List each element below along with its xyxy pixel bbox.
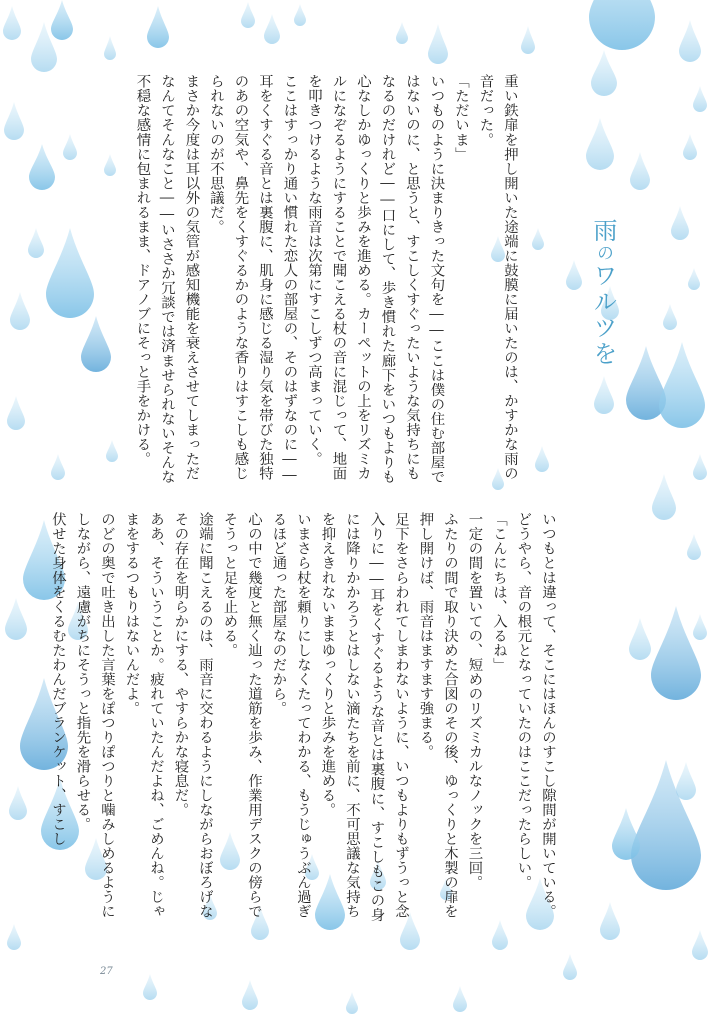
- raindrop-illustration: [586, 118, 614, 170]
- raindrop-illustration: [652, 474, 676, 520]
- paragraph: 一定の間を置いての、短めのリズミカルなノックを三回。: [466, 512, 483, 890]
- paragraph: ああ、そういうことか。疲れていたんだよね、ごめんね。じゃまをするつもりはないんだよ。: [123, 512, 164, 919]
- text-block-upper: [134, 74, 522, 484]
- raindrop-illustration: [671, 206, 689, 240]
- raindrop-illustration: [683, 134, 697, 160]
- raindrop-illustration: [453, 986, 467, 1012]
- raindrop-illustration: [46, 228, 94, 318]
- paragraph: いつものように決まりきった文句を――ここは僕の住む部屋ではないのに、と思うと、すこしくすぐったいような気持ちにもなるのだけれど――口にして、歩き慣れた廊下をいつもよりも心なしかゆっくりと歩みを進める。カーペットの上をリズミカルになぞるようにすることで聞こえる杖の音に混じって、地面を叩きつけるような雨音は次第にすこしずつ高まっていく。: [306, 74, 445, 484]
- raindrop-illustration: [294, 4, 306, 26]
- raindrop-illustration: [143, 974, 157, 1000]
- raindrop-illustration: [7, 396, 25, 430]
- story-title: [588, 218, 618, 367]
- raindrop-illustration: [242, 980, 258, 1010]
- raindrop-illustration: [630, 152, 650, 190]
- raindrop-illustration: [594, 376, 614, 414]
- raindrop-illustration: [612, 808, 640, 860]
- raindrop-illustration: [428, 24, 448, 64]
- raindrop-illustration: [688, 268, 700, 290]
- paragraph: いまさら杖を頼りにしなくたってわかる、もうじゅうぶん過ぎるほど通った部屋なのだから。: [270, 512, 311, 919]
- raindrop-illustration: [676, 762, 696, 800]
- paragraph: 「こんにちは、入るね」: [491, 512, 507, 672]
- raindrop-illustration: [563, 954, 577, 980]
- raindrop-illustration: [659, 342, 705, 428]
- raindrop-illustration: [51, 0, 73, 40]
- raindrop-illustration: [693, 614, 707, 640]
- raindrop-illustration: [396, 22, 408, 44]
- raindrop-illustration: [63, 134, 77, 160]
- raindrop-illustration: [600, 902, 620, 940]
- raindrop-illustration: [532, 228, 544, 250]
- paragraph: 伏せた身体をくるむたわんだブランケット、すこし: [50, 512, 66, 846]
- raindrop-illustration: [104, 36, 116, 60]
- raindrop-illustration: [346, 992, 358, 1014]
- raindrop-illustration: [264, 14, 280, 44]
- text-block-lower: [0, 512, 560, 930]
- raindrop-illustration: [679, 20, 701, 62]
- raindrop-illustration: [591, 50, 617, 96]
- raindrop-illustration: [651, 606, 701, 700]
- raindrop-illustration: [81, 316, 111, 372]
- paragraph: 「ただいま」: [453, 74, 469, 162]
- paragraph: まさか今度は耳以外の気管が感知機能を衰えさせてしまっただなんてそんなこと――いささか冗談では済ませられないそんな不穏な感情に包まれるまま、ドアノブにそっと手をかける。: [134, 74, 200, 484]
- raindrop-illustration: [687, 534, 701, 560]
- title-waltz: ワルツを: [589, 263, 617, 367]
- raindrop-illustration: [693, 86, 707, 112]
- title-particle: の: [593, 244, 613, 263]
- paragraph: 心の中で幾度と無く辿った道筋を歩み、作業用デスクの傍らでそうっと足を止める。: [221, 512, 262, 919]
- paragraph: ここはすっかり通い慣れた恋人の部屋の、そのはずなのに――耳をくすぐる音とは裏腹に、肌身に感じる湿り気を帯びた独特のあの空気や、鼻先をくすぐるかのような香りはすこしも感じられないのが不思議だ。: [208, 74, 298, 484]
- paragraph: いつもとは違って、そこにはほんのすこし隙間が開いている。どうやら、音の根元となっていたのはここだったらしい。: [515, 512, 556, 919]
- raindrop-illustration: [629, 618, 651, 660]
- raindrop-illustration: [589, 0, 655, 50]
- raindrop-illustration: [28, 228, 44, 258]
- paragraph: のどの奥で吐き出した言葉をぽつりぽつりと噛みしめるようにしながら、遠慮がちにそうっと指先を滑らせる。: [74, 512, 115, 919]
- raindrop-illustration: [104, 154, 116, 176]
- raindrop-illustration: [3, 6, 21, 40]
- raindrop-illustration: [692, 930, 708, 960]
- page-number: 27: [100, 966, 113, 977]
- raindrop-illustration: [693, 454, 707, 480]
- raindrop-illustration: [241, 2, 255, 28]
- title-rain: 雨: [589, 218, 617, 244]
- raindrop-illustration: [147, 6, 169, 48]
- raindrop-illustration: [51, 454, 65, 480]
- raindrop-illustration: [663, 304, 677, 330]
- paragraph: ふたりの間で取り決めた合図のその後、ゆっくりと木製の扉を押し開けば、雨音はますます強まる。: [417, 512, 458, 919]
- raindrop-illustration: [106, 440, 118, 462]
- raindrop-illustration: [535, 446, 549, 472]
- paragraph: 足下をさらわれてしまわないように、いつもよりもずうっと念入りに――耳をくすぐるような音とは裏腹に、すこしもこの身には降りかかろうとはしない滴たちを前に、不可思議な気持ちを抑えきれないままゆっくりと歩みを進める。: [319, 512, 409, 922]
- raindrop-illustration: [4, 102, 24, 140]
- raindrop-illustration: [521, 26, 535, 54]
- raindrop-illustration: [566, 260, 582, 290]
- raindrop-illustration: [29, 144, 55, 190]
- paragraph: 重い鉄扉を押し開いた途端に鼓膜に届いたのは、かすかな雨の音だった。: [477, 74, 518, 481]
- paragraph: 途端に聞こえるのは、雨音に交わるようにしながらおぼろげなその存在を明らかにする、やすらかな寝息だ。: [172, 512, 213, 919]
- raindrop-illustration: [10, 292, 30, 330]
